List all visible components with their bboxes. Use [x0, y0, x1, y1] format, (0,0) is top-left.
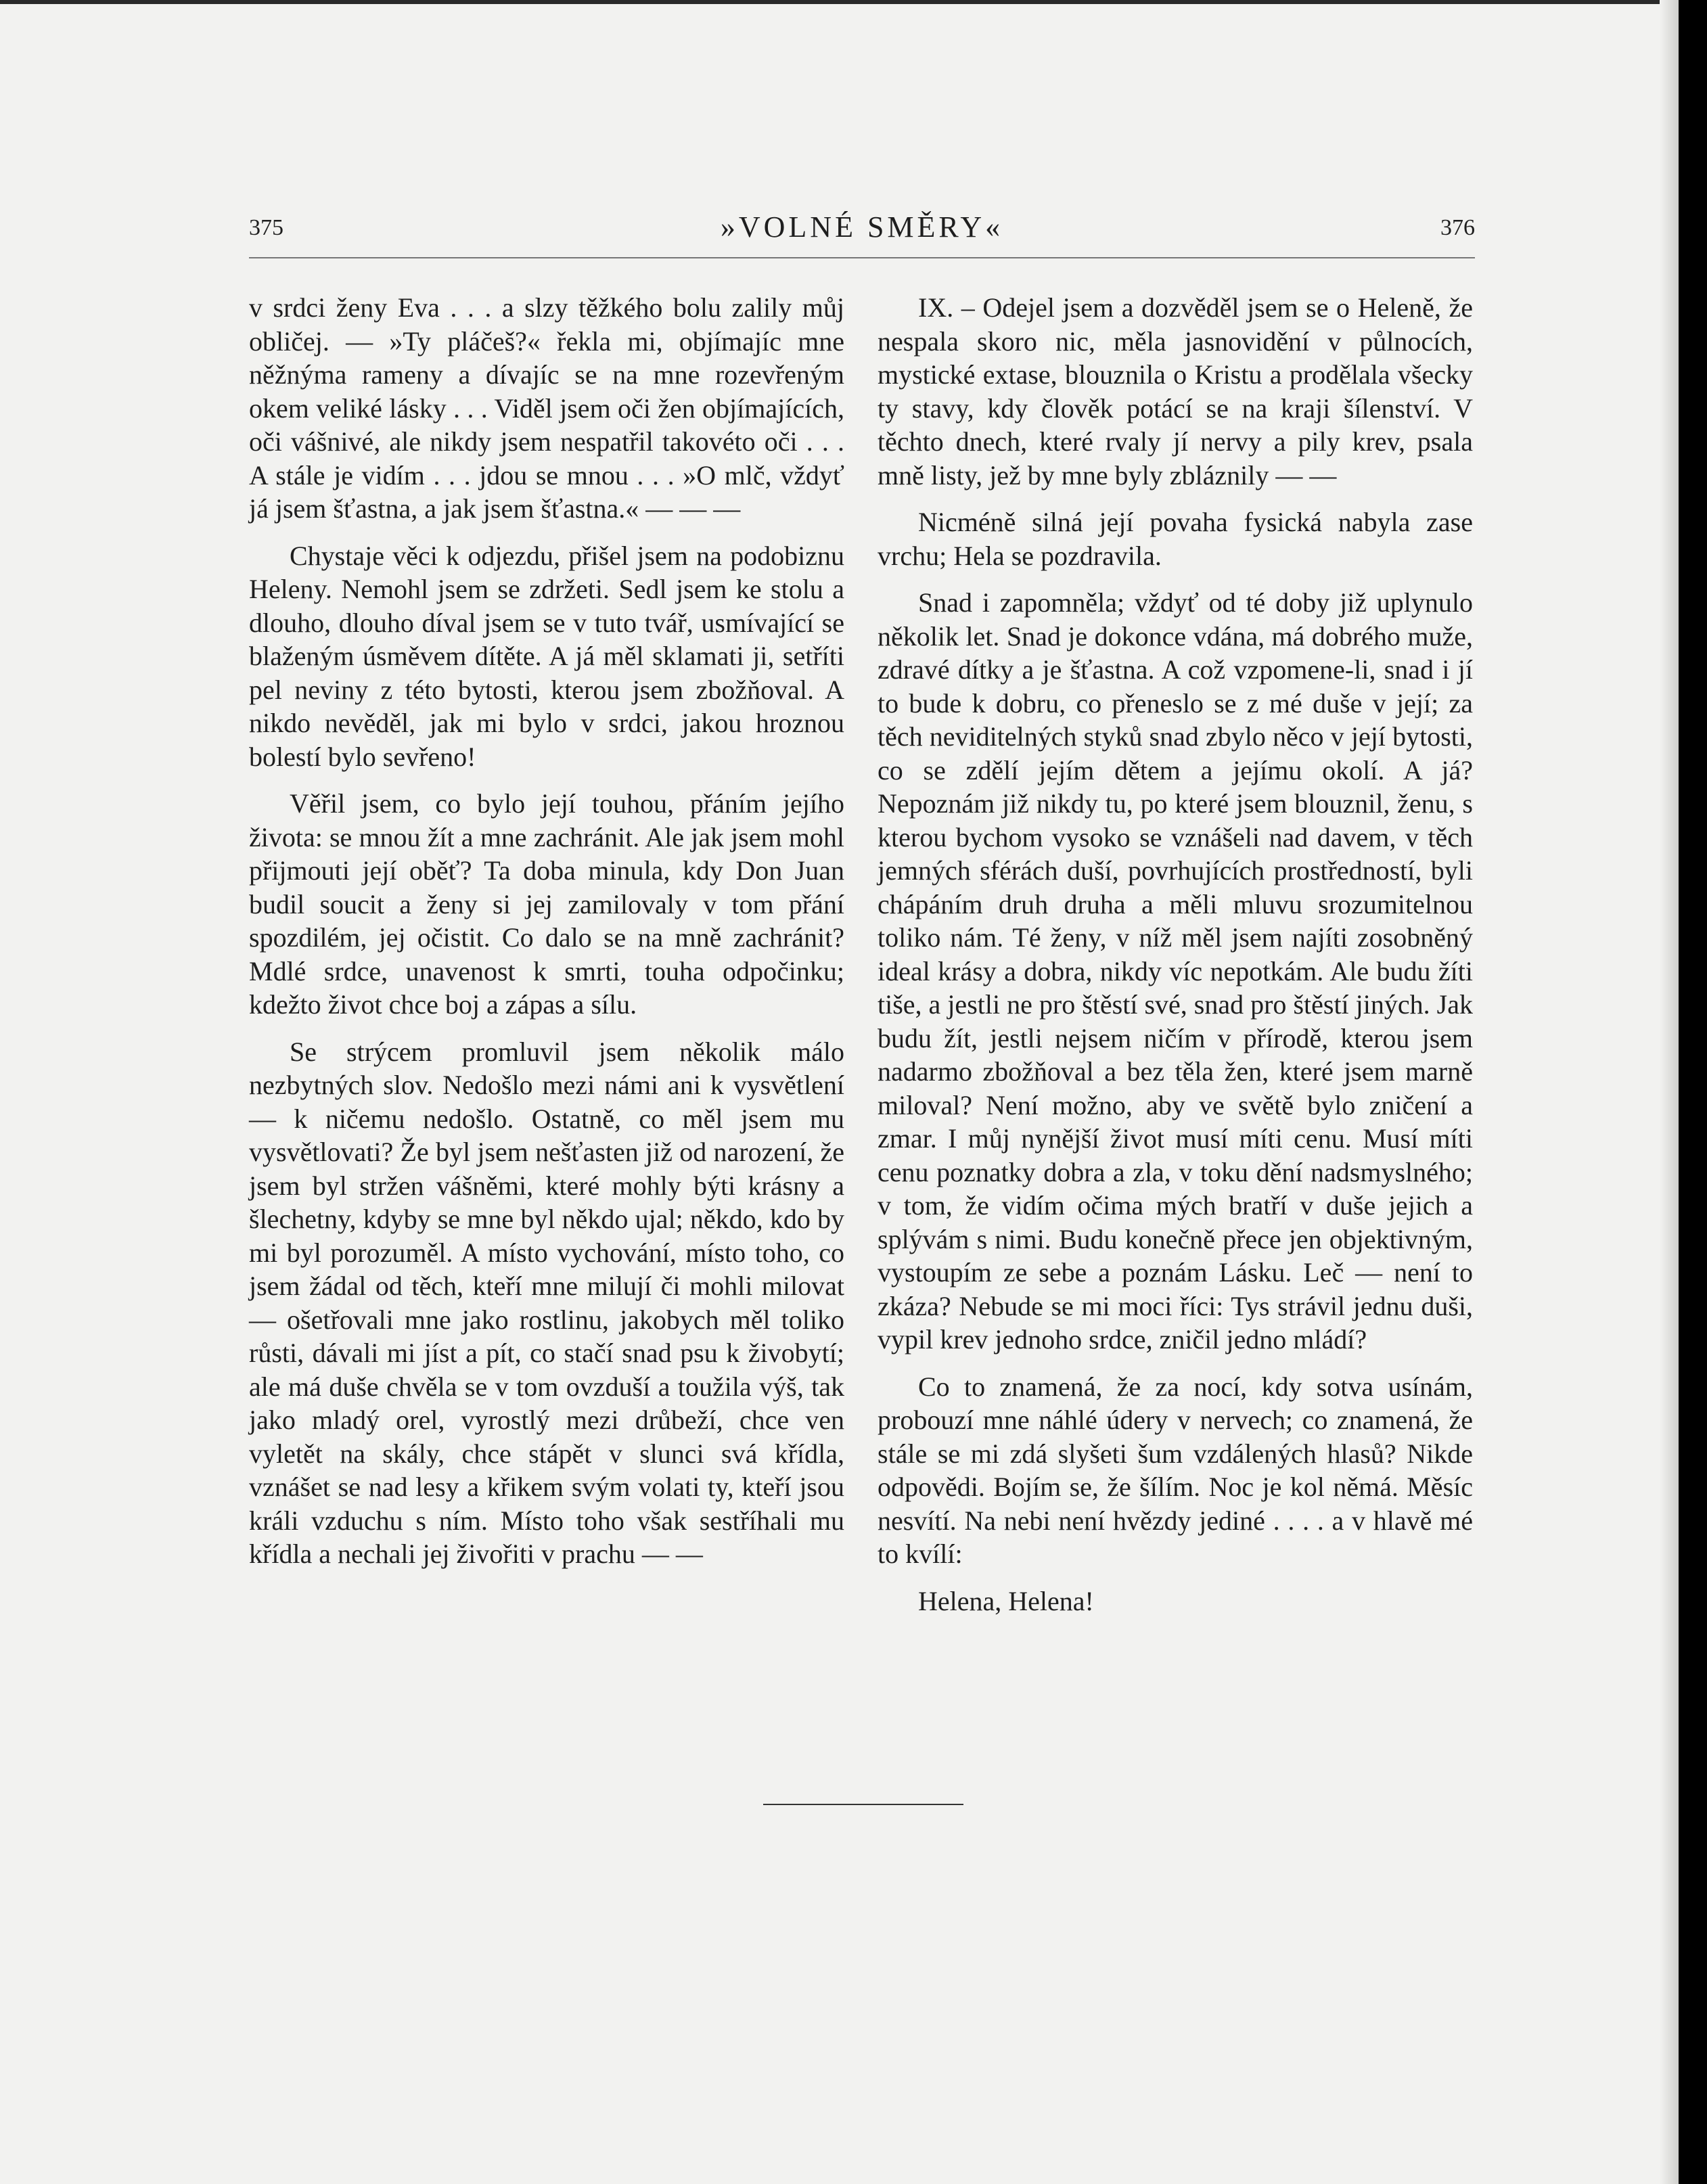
paragraph: IX. – Odejel jsem a dozvěděl jsem se o Heleně, že nespala skoro nic, měla jasnovidění v půlnocích, mystické extase, blouznila o Kristu a prodělala všecky ty stavy, kdy člověk potácí se na kraji šílenství. V těchto dnech, které rvaly jí nervy a pily krev, psala mně listy, jež by mne byly zbláznily — — [878, 292, 1473, 491]
paragraph: Chystaje věci k odjezdu, přišel jsem na podobiznu Heleny. Nemohl jsem se zdržeti. Sedl jsem ke stolu a dlouho, dlouho díval jsem se v tuto tvář, usmívající se blaženým úsměvem dítěte. A já měl sklamati ji, setříti pel neviny z této bytosti, kterou jsem zbožňoval. A nikdo nevěděl, jak mi bylo v srdci, jakou hroznou bolestí bylo sevřeno! [249, 540, 844, 772]
paragraph: Nicméně silná její povaha fysická nabyla zase vrchu; Hela se pozdravila. [878, 507, 1473, 571]
scan-right-edge [1679, 0, 1707, 2184]
page-number-right: 376 [1440, 215, 1475, 240]
page-header [249, 210, 1475, 250]
paragraph: Se strýcem promluvil jsem několik málo nezbytných slov. Nedošlo mezi námi ani k vysvětlení — k ničemu nedošlo. Ostatně, co měl jsem mu vysvětlovati? Že byl jsem nešťasten již od narození, že jsem byl stržen vášněmi, které mohly býti krásny a šlechetny, kdyby se mne byl někdo ujal; někdo, kdo by mi byl porozuměl. A místo vychování, místo toho, co jsem žádal od těch, kteří mne milují či mohli milovat — ošetřovali mne jako rostlinu, jakobych měl toliko růsti, dávali mi jíst a pít, co stačí snad psu k živobytí; ale má duše chvěla se v tom ovzduší a toužila výš, tak jako mladý orel, vyrostlý mezi drůbeží, chce ven vyletět na skály, chce stápět v slunci svá křídla, vznášet se nad lesy a křikem svým volati ty, kteří jsou králi vzduchu s ním. Místo toho však sestříhali mu křídla a nechali jej živořiti v prachu — — [249, 1036, 844, 1569]
paragraph: Snad i zapomněla; vždyť od té doby již uplynulo několik let. Snad je dokonce vdána, má dobrého muže, zdravé dítky a je šťastna. A což vzpomene-li, snad i jí to bude k dobru, co přeneslo se z mé duše v její; za těch neviditelných styků snad zbylo něco v její bytosti, co se zdělí jejím dětem a jejímu okolí. A já? Nepoznám již nikdy tu, po které jsem blouznil, ženu, s kterou bychom vysoko se vznášeli nad davem, v těch jemných sférách duší, povrhujících prostředností, byli chápáním druh druha a měli mluvu srozumitelnou toliko nám. Té ženy, v níž měl jsem najíti zosobněný ideal krásy a dobra, nikdy víc nepotkám. Ale budu žíti tiše, a jestli ne pro štěstí své, snad pro štěstí jiných. Jak budu žít, jestli nejsem ničím v přírodě, kterou jsem nadarmo zbožňoval a bez těla žen, které jsem marně miloval? Není možno, aby ve světě bylo zničení a zmar. I můj nynější život musí míti cenu. Musí míti cenu poznatky dobra a zla, v toku dění nadsmyslného; v tom, že vidím očima mých bratří v duše jejich a splývám s nimi. Budu konečně přece jen objektivným, vystoupím ze sebe a poznám Lásku. Leč — není to zkáza? Nebude se mi moci říci: Tys strávil jednu duši, vypil krev jednoho srdce, zničil jedno mládí? [878, 587, 1473, 1355]
running-title: »VOLNÉ SMĚRY« [720, 210, 1004, 244]
scan-top-edge [0, 0, 1707, 4]
paragraph: Co to znamená, že za nocí, kdy sotva usínám, probouzí mne náhlé údery v nervech; co znamená, že stále se mi zdá slyšeti šum vzdálených hlasů? Nikde odpovědi. Bojím se, že šílím. Noc je kol němá. Měsíc nesvítí. Na nebi není hvězdy jediné . . . . a v hlavě mé to kvílí: [878, 1371, 1473, 1569]
header-rule [249, 257, 1475, 258]
paragraph: Věřil jsem, co bylo její touhou, přáním jejího života: se mnou žít a mne zachránit. Ale jak jsem mohl přijmouti její oběť? Ta doba minula, kdy Don Juan budil soucit a ženy si jej zamilovaly v tom přání spozdilém, jej očistit. Co dalo se na mně zachránit? Mdlé srdce, unavenost k smrti, touha odpočinku; kdežto život chce boj a zápas a sílu. [249, 788, 844, 1020]
page-number-left: 375 [249, 215, 283, 240]
end-rule [763, 1804, 963, 1805]
left-column [249, 291, 844, 1585]
scan-gutter-shadow [1660, 0, 1679, 2184]
paragraph: v srdci ženy Eva . . . a slzy těžkého bolu zalily můj obličej. — »Ty pláčeš?« řekla mi, objímajíc mne něžnýma rameny a dívajíc se na mne rozevřeným okem veliké lásky . . . Viděl jsem oči žen objímajících, oči vášnivé, ale nikdy jsem nespatřil takovéto oči . . . A stále je vidím . . . jdou se mnou . . . »O mlč, vždyť já jsem šťastna, a jak jsem šťastna.« — — — [249, 292, 844, 524]
right-column [878, 291, 1473, 1631]
closing-line: Helena, Helena! [918, 1585, 1094, 1616]
